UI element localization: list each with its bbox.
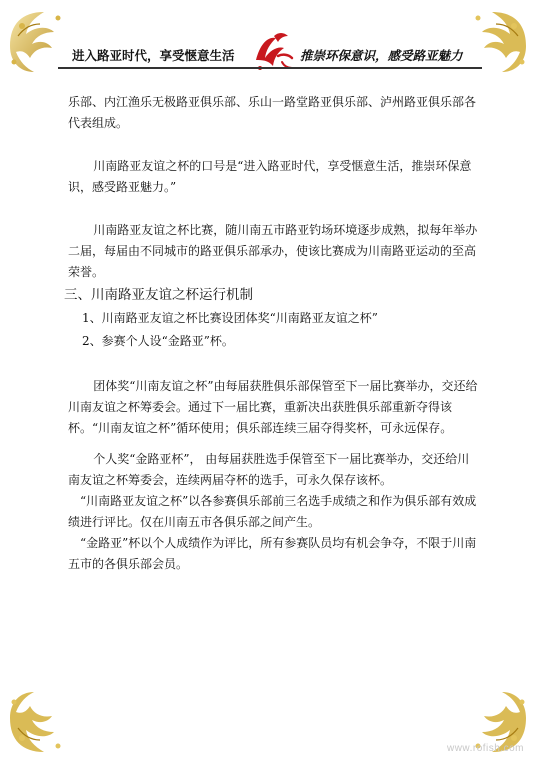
paragraph: “金路亚”杯以个人成绩作为评比，所有参赛队员均有机会争夺，不限于川南五市的各俱乐部会员。	[68, 536, 477, 571]
paragraph: 个人奖“金路亚杯”， 由每届获胜选手保管至下一届比赛举办，交还给川南友谊之杯筹委会，连续两届夺杯的选手，可永久保存该杯。	[68, 452, 470, 487]
paragraph: 乐部、内江渔乐无极路亚俱乐部、乐山一路堂路亚俱乐部、泸州路亚俱乐部各代表组成。	[68, 95, 477, 130]
section-heading: 三、川南路亚友谊之杯运行机制	[64, 287, 253, 303]
list-item: 2、参赛个人设“金路亚”杯。	[82, 334, 234, 348]
page-header	[58, 36, 482, 76]
paragraph: “川南路亚友谊之杯”以各参赛俱乐部前三名选手成绩之和作为俱乐部有效成绩进行评比。仅在川南五市各俱乐部之间产生。	[68, 494, 477, 529]
list-item: 1、川南路亚友谊之杯比赛设团体奖“川南路亚友谊之杯”	[82, 311, 378, 325]
header-divider	[58, 67, 482, 69]
floral-ornament-icon	[4, 684, 78, 758]
paragraph: 团体奖“川南友谊之杯”由每届获胜俱乐部保管至下一届比赛举办，交还给川南友谊之杯筹委会。通过下一届比赛，重新决出获胜俱乐部重新夺得该杯。“川南友谊之杯”循环使用；俱乐部连续三届夺得奖杯，可永远保存。	[68, 379, 478, 435]
document-body	[64, 92, 480, 575]
header-slogan-right: 推崇环保意识，感受路亚魅力	[300, 48, 463, 63]
paragraph: 川南路亚友谊之杯比赛，随川南五市路亚钓场环境逐步成熟，拟每年举办二届，每届由不同城市的路亚俱乐部承办，使该比赛成为川南路亚运动的至高荣誉。	[68, 223, 478, 279]
site-watermark: www.rofish.com	[446, 743, 524, 754]
header-slogan-left: 进入路亚时代，享受惬意生活	[72, 48, 235, 63]
paragraph: 川南路亚友谊之杯的口号是“进入路亚时代，享受惬意生活，推崇环保意识，感受路亚魅力。”	[68, 159, 472, 194]
